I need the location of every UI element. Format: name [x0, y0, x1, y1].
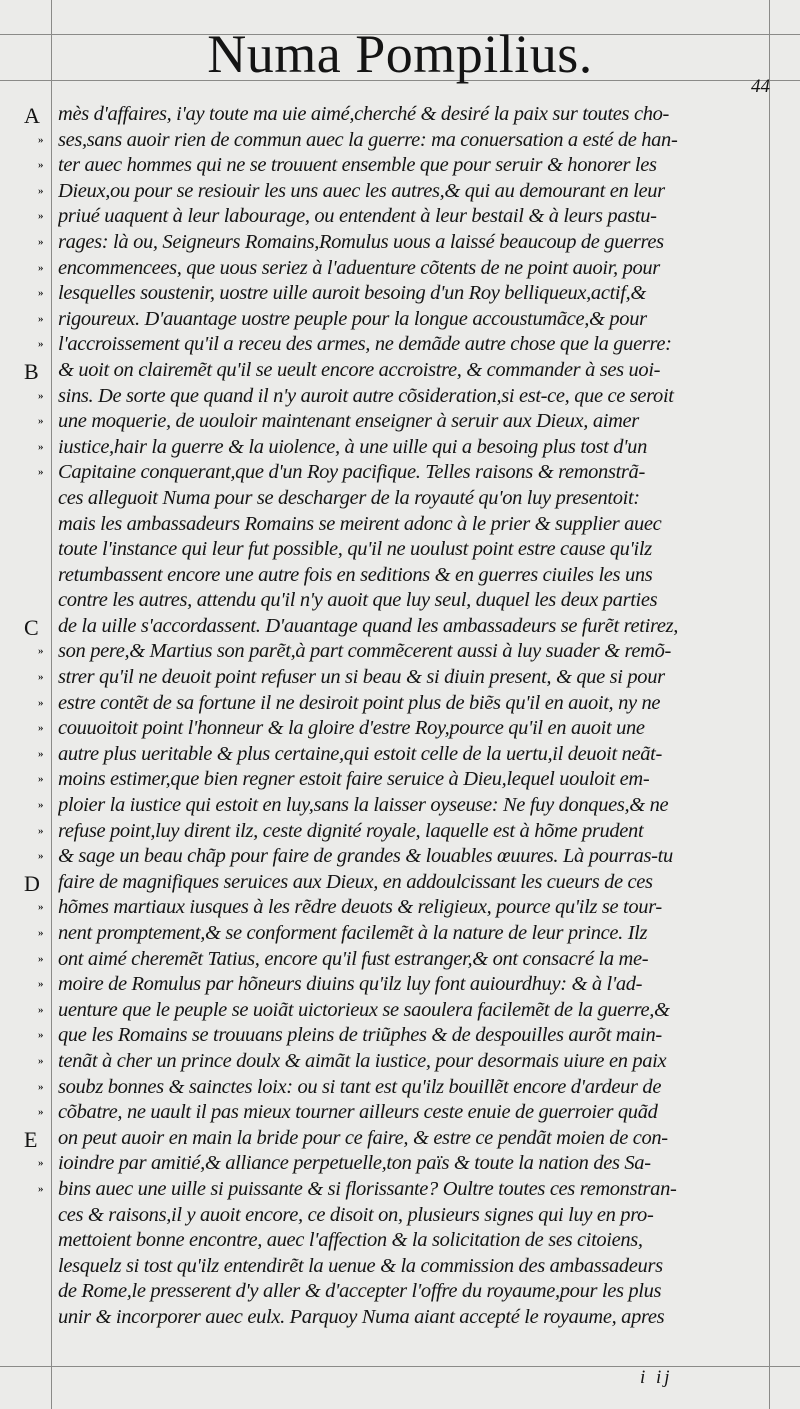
text-line: priué uaquent à leur labourage, ou entendent à leur bestail & à leurs pastu-: [58, 205, 657, 228]
text-line: de Rome,le presserent d'y aller & d'accepter l'offre du royaume,pour les plus: [58, 1280, 662, 1303]
text-line: ces alleguoit Numa pour se descharger de la royauté qu'on luy presentoit:: [58, 486, 640, 509]
text-line: ses,sans auoir rien de commun auec la guerre: ma conuersation a esté de han-: [58, 128, 678, 151]
text-line: nent promptement,& se conforment facilemẽt à la nature de leur prince. Ilz: [58, 922, 648, 944]
margin-row: [0, 537, 56, 563]
signature-mark: i ij: [640, 1367, 673, 1388]
margin-row: [0, 1254, 56, 1280]
margin-row: [0, 230, 56, 256]
margin-row: [0, 819, 56, 845]
text-line: ter auec hommes qui ne se trouuent ensemble que pour seruir & honorer les: [58, 154, 657, 177]
text-line: ploier la iustice qui estoit en luy,sans la laisser oyseuse: Ne fuy donques,& ne: [58, 794, 669, 817]
margin-row: [0, 358, 56, 384]
quotation-mark: »: [38, 1054, 43, 1067]
text-line: toute l'instance qui leur fut possible, qu'il ne uoulust point estre cause qu'ilz: [58, 538, 652, 561]
quotation-mark: »: [38, 184, 43, 197]
text-line: estre contẽt de sa fortune il ne desiroit point plus de biẽs qu'il en auoit, ny ne: [58, 691, 661, 714]
page-number: 44: [751, 76, 770, 97]
margin-row: [0, 1177, 56, 1203]
quotation-mark: »: [38, 415, 43, 428]
text-line: sins. De sorte que quand il n'y auroit autre cõsideration,si est-ce, que ce seroit: [58, 384, 674, 407]
margin-row: [0, 895, 56, 921]
margin-row: [0, 435, 56, 461]
margin-row: [0, 460, 56, 486]
quotation-mark: »: [38, 927, 43, 939]
margin-row: [0, 307, 56, 333]
text-line: unir & incorporer auec eulx. Parquoy Numa aiant accepté le royaume, apres: [58, 1305, 665, 1328]
margin-row: [0, 844, 56, 870]
margin-row: [0, 409, 56, 435]
quotation-mark: »: [38, 1157, 43, 1170]
margin-row: [0, 179, 56, 205]
quotation-mark: »: [38, 466, 43, 479]
quotation-mark: »: [38, 312, 43, 325]
page-title: Numa Pompilius.: [207, 24, 593, 84]
margin-row: [0, 639, 56, 665]
quotation-mark: »: [38, 1106, 43, 1119]
text-line: ioindre par amitié,& alliance perpetuelle,ton païs & toute la nation des Sa-: [58, 1152, 651, 1175]
quotation-mark: »: [38, 235, 43, 248]
quotation-mark: »: [38, 1182, 43, 1195]
margin-row: [0, 998, 56, 1024]
margin-row: [0, 102, 56, 128]
margin-row: [0, 716, 56, 742]
text-line: soubz bonnes & sainctes loix: ou si tant est qu'ilz bouillẽt encore d'ardeur de: [58, 1075, 662, 1098]
text-line: & uoit on clairemẽt qu'il se ueult encore accroistre, & commander à ses uoi-: [58, 358, 661, 381]
quotation-mark: »: [38, 747, 43, 760]
margin-row: [0, 588, 56, 614]
text-line: de la uille s'accordassent. D'auantage quand les ambassadeurs se furẽt retirez,: [58, 614, 678, 637]
section-letter-c: C: [24, 614, 39, 640]
text-line: rages: là ou, Seigneurs Romains,Romulus uous a laissé beaucoup de guerres: [58, 230, 664, 253]
quotation-mark: »: [38, 261, 43, 274]
footer-rule: [0, 1366, 800, 1367]
text-line: bins auec une uille si puissante & si florissante? Oultre toutes ces remonstran-: [58, 1177, 677, 1200]
text-line: Dieux,ou pour se resiouir les uns auec les autres,& qui au demourant en leur: [58, 179, 665, 202]
section-letter-a: A: [24, 103, 40, 128]
margin-row: [0, 486, 56, 512]
quotation-mark: »: [38, 671, 43, 684]
margin-row: [0, 256, 56, 282]
quotation-mark: »: [38, 952, 43, 965]
quotation-mark: »: [38, 210, 43, 223]
quotation-mark: »: [38, 287, 43, 300]
margin-row: [0, 767, 56, 793]
quotation-mark: »: [38, 901, 43, 914]
quotation-mark: »: [38, 440, 43, 453]
text-line: autre plus ueritable & plus certaine,qui estoit celle de la uertu,il deuoit neãt-: [58, 742, 662, 765]
text-line: strer qu'il ne deuoit point refuser un si beau & si diuin present, & que si pour: [58, 666, 665, 689]
quotation-mark: »: [38, 1029, 43, 1042]
text-line: l'accroissement qu'il a receu des armes, ne demãde autre chose que la guerre:: [58, 333, 672, 356]
quotation-mark: »: [38, 850, 43, 863]
margin-row: [0, 332, 56, 358]
text-line: faire de magnifiques seruices aux Dieux, en addoulcissant les cueurs de ces: [58, 870, 653, 893]
margin-row: [0, 793, 56, 819]
margin-row: [0, 1126, 56, 1152]
quotation-mark: »: [38, 696, 43, 709]
margin-row: [0, 947, 56, 973]
text-line: cõbatre, ne uault il pas mieux tourner ailleurs ceste enuie de guerroier quãd: [58, 1101, 658, 1124]
margin-row: [0, 1151, 56, 1177]
text-line: ces & raisons,il y auoit encore, ce disoit on, plusieurs signes qui luy en pro-: [58, 1203, 654, 1226]
margin-row: [0, 1075, 56, 1101]
quotation-mark: »: [38, 773, 43, 786]
margin-row: [0, 1100, 56, 1126]
quotation-mark: »: [38, 133, 43, 146]
text-line: retumbassent encore une autre fois en seditions & en guerres ciuiles les uns: [58, 563, 653, 586]
margin-row: [0, 1228, 56, 1254]
text-line: refuse point,luy dirent ilz, ceste dignité royale, laquelle est à hõme prudent: [58, 819, 644, 842]
text-line: encommencees, que uous seriez à l'aduenture cõtents de ne point auoir, pour: [58, 256, 660, 279]
text-line: on peut auoir en main la bride pour ce faire, & estre ce pendãt moien de con-: [58, 1126, 668, 1149]
quotation-mark: »: [38, 1080, 43, 1093]
text-line: que les Romains se trouuans pleins de triũphes & de despouilles aurõt main-: [58, 1024, 662, 1047]
margin-row: [0, 153, 56, 179]
quotation-mark: »: [38, 159, 43, 172]
text-line: mès d'affaires, i'ay toute ma uie aimé,cherché & desiré la paix sur toutes cho-: [58, 103, 669, 125]
right-margin-rule: [769, 0, 770, 1409]
margin-row: [0, 128, 56, 154]
margin-row: [0, 921, 56, 947]
quotation-mark: »: [38, 338, 43, 351]
text-line: moire de Romulus par hõneurs diuins qu'ilz luy font auiourdhuy: & à l'ad-: [58, 973, 643, 996]
text-line: mais les ambassadeurs Romains se meirent adonc à le prier & supplier auec: [58, 512, 662, 535]
text-line: lesquelles soustenir, uostre uille auroit besoing d'un Roy belliqueux,actif,&: [58, 282, 646, 305]
quotation-mark: »: [38, 824, 43, 837]
quotation-mark: »: [38, 978, 43, 991]
text-line: une moquerie, de uouloir maintenant enseigner à seruir aux Dieux, aimer: [58, 410, 639, 433]
margin-row: [0, 281, 56, 307]
margin-row: [0, 384, 56, 410]
text-line: hõmes martiaux iusques à les rẽdre deuots & religieux, pource qu'ilz se tour-: [58, 896, 662, 919]
quotation-mark: »: [38, 1003, 43, 1016]
margin-row: [0, 512, 56, 538]
margin-row: [0, 563, 56, 589]
text-line: contre les autres, attendu qu'il n'y auoit que luy seul, duquel les deux parties: [58, 589, 658, 612]
section-letter-b: B: [24, 358, 39, 384]
margin-row: [0, 742, 56, 768]
text-line: tenãt à cher un prince doulx & aimãt la iustice, pour desormais uiure en paix: [58, 1049, 667, 1072]
text-line: mettoient bonne encontre, auec l'affection & la solicitation de ses citoiens,: [58, 1229, 643, 1252]
text-line: iustice,hair la guerre & la uiolence, à une uille qui a besoing plus tost d'un: [58, 435, 647, 458]
section-letter-d: D: [24, 870, 40, 896]
margin-row: [0, 1023, 56, 1049]
quotation-mark: »: [38, 722, 43, 735]
text-line: Capitaine conquerant,que d'un Roy pacifique. Telles raisons & remonstrã-: [58, 461, 645, 484]
margin-column: [0, 102, 56, 1331]
margin-row: [0, 614, 56, 640]
margin-row: [0, 1305, 56, 1331]
quotation-mark: »: [38, 389, 43, 402]
section-letter-e: E: [24, 1126, 38, 1152]
text-line: ont aimé cheremẽt Tatius, encore qu'il fust estranger,& ont consacré la me-: [58, 947, 649, 970]
text-line: rigoureux. D'auantage uostre peuple pour la longue accoustumãce,& pour: [58, 307, 647, 330]
margin-row: [0, 1049, 56, 1075]
margin-row: [0, 1279, 56, 1305]
text-line: moins estimer,que bien regner estoit faire seruice à Dieu,lequel uouloit em-: [58, 768, 650, 791]
quotation-mark: »: [38, 799, 43, 812]
text-line: & sage un beau chãp pour faire de grandes & louables œuures. Là pourras-tu: [58, 845, 673, 868]
margin-row: [0, 1203, 56, 1229]
text-block: [58, 102, 766, 1331]
margin-row: [0, 691, 56, 717]
margin-row: [0, 665, 56, 691]
text-line: lesquelz si tost qu'ilz entendirẽt la uenue & la commission des ambassadeurs: [58, 1254, 663, 1277]
text-line: son pere,& Martius son parẽt,à part commẽcerent aussi à luy suader & remõ-: [58, 640, 671, 663]
margin-row: [0, 972, 56, 998]
margin-row: [0, 870, 56, 896]
quotation-mark: »: [38, 645, 43, 658]
margin-row: [0, 204, 56, 230]
text-line: uenture que le peuple se uoiãt uictorieux se saoulera facilemẽt de la guerre,&: [58, 998, 670, 1021]
text-line: couuoitoit point l'honneur & la gloire d'estre Roy,pource qu'il en auoit une: [58, 717, 645, 740]
